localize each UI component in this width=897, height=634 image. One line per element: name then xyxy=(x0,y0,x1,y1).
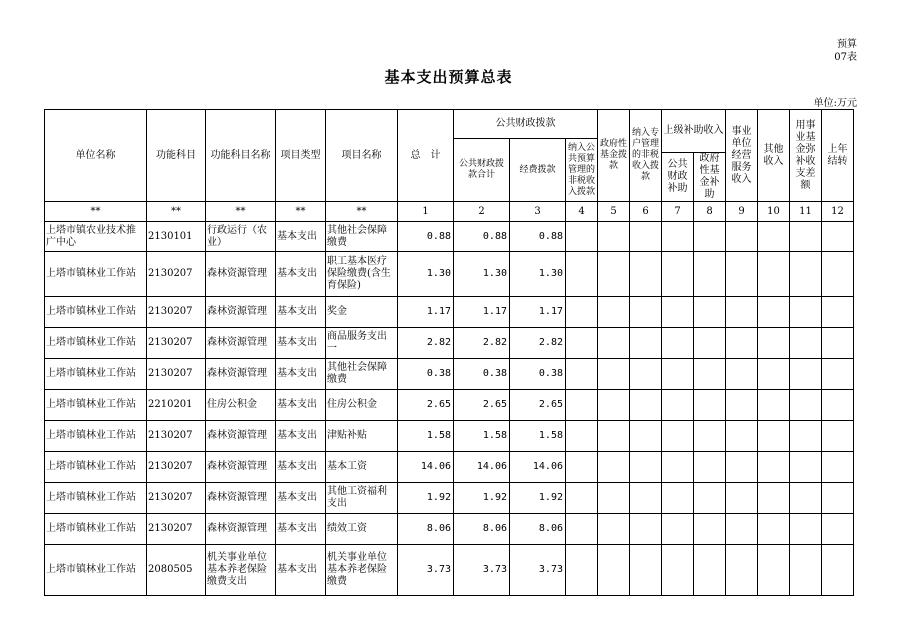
cell-empty xyxy=(822,222,854,252)
cell-func-code: 2130207 xyxy=(147,483,206,514)
table-row xyxy=(45,328,854,359)
cell-empty xyxy=(790,297,822,328)
cell-empty xyxy=(598,483,630,514)
cell-operating-alloc: 1.30 xyxy=(510,252,566,297)
page-title: 基本支出预算总表 xyxy=(384,68,513,86)
cell-empty xyxy=(758,545,790,596)
index-cell: 10 xyxy=(758,202,790,222)
cell-empty xyxy=(694,514,726,545)
cell-func-name: 森林资源管理 xyxy=(206,452,276,483)
cell-empty xyxy=(822,514,854,545)
index-cell: 5 xyxy=(598,202,630,222)
header-public-finance: 公共财政拨款 xyxy=(454,110,598,139)
cell-empty xyxy=(758,297,790,328)
cell-empty xyxy=(726,328,758,359)
table-row xyxy=(45,390,854,421)
cell-empty xyxy=(726,252,758,297)
cell-project-type: 基本支出 xyxy=(276,452,326,483)
cell-project-type: 基本支出 xyxy=(276,328,326,359)
cell-unit-name: 上塔市镇林业工作站 xyxy=(45,483,147,514)
cell-empty xyxy=(694,421,726,452)
cell-project-name: 职工基本医疗保险缴费(含生育保险) xyxy=(326,252,398,297)
cell-empty xyxy=(598,252,630,297)
cell-empty xyxy=(790,452,822,483)
index-cell: 8 xyxy=(694,202,726,222)
cell-operating-alloc: 3.73 xyxy=(510,545,566,596)
cell-empty xyxy=(566,222,598,252)
cell-total: 1.30 xyxy=(398,252,454,297)
cell-empty xyxy=(662,514,694,545)
table-row xyxy=(45,297,854,328)
cell-empty xyxy=(822,359,854,390)
cell-func-code: 2130207 xyxy=(147,514,206,545)
table-row xyxy=(45,514,854,545)
cell-project-name: 机关事业单位基本养老保险缴费 xyxy=(326,545,398,596)
cell-empty xyxy=(662,359,694,390)
cell-empty xyxy=(598,222,630,252)
table-row xyxy=(45,222,854,252)
cell-empty xyxy=(662,252,694,297)
header-func-subject: 功能科目 xyxy=(147,110,206,202)
cell-project-type: 基本支出 xyxy=(276,359,326,390)
header-project-type: 项目类型 xyxy=(276,110,326,202)
cell-empty xyxy=(598,514,630,545)
cell-empty xyxy=(758,359,790,390)
cell-empty xyxy=(694,252,726,297)
cell-empty xyxy=(790,545,822,596)
header-business-income: 事业单位经营服务收入 xyxy=(726,110,758,202)
cell-empty xyxy=(598,421,630,452)
cell-empty xyxy=(822,328,854,359)
cell-empty xyxy=(630,514,662,545)
cell-total: 2.82 xyxy=(398,328,454,359)
header-special-account-nontax: 纳入专户管理的非税收入拨款 xyxy=(630,110,662,202)
cell-unit-name: 上塔市镇林业工作站 xyxy=(45,390,147,421)
cell-empty xyxy=(566,390,598,421)
cell-func-name: 森林资源管理 xyxy=(206,483,276,514)
cell-empty xyxy=(758,328,790,359)
index-cell: ** xyxy=(206,202,276,222)
cell-empty xyxy=(694,390,726,421)
cell-empty xyxy=(758,421,790,452)
index-cell: 4 xyxy=(566,202,598,222)
cell-empty xyxy=(662,545,694,596)
cell-empty xyxy=(630,545,662,596)
cell-empty xyxy=(662,421,694,452)
index-cell: ** xyxy=(276,202,326,222)
cell-total: 0.88 xyxy=(398,222,454,252)
cell-func-code: 2130207 xyxy=(147,452,206,483)
index-cell: ** xyxy=(45,202,147,222)
table-row xyxy=(45,359,854,390)
cell-empty xyxy=(630,452,662,483)
cell-func-code: 2130207 xyxy=(147,359,206,390)
cell-empty xyxy=(726,514,758,545)
cell-func-name: 森林资源管理 xyxy=(206,252,276,297)
cell-func-code: 2130207 xyxy=(147,421,206,452)
header-project-name: 项目名称 xyxy=(326,110,398,202)
cell-empty xyxy=(822,390,854,421)
cell-empty xyxy=(662,328,694,359)
header-public-finance-subsidy: 公共财政补助 xyxy=(662,153,694,202)
cell-total: 1.17 xyxy=(398,297,454,328)
table-row xyxy=(45,421,854,452)
cell-unit-name: 上塔市镇林业工作站 xyxy=(45,545,147,596)
header-other-income: 其他收入 xyxy=(758,110,790,202)
index-cell: 3 xyxy=(510,202,566,222)
cell-empty xyxy=(694,545,726,596)
cell-empty xyxy=(630,421,662,452)
cell-empty xyxy=(630,359,662,390)
cell-empty xyxy=(598,328,630,359)
table-row xyxy=(45,483,854,514)
index-cell: 12 xyxy=(822,202,854,222)
cell-total: 3.73 xyxy=(398,545,454,596)
cell-operating-alloc: 1.58 xyxy=(510,421,566,452)
cell-unit-name: 上塔市镇林业工作站 xyxy=(45,514,147,545)
cell-project-type: 基本支出 xyxy=(276,421,326,452)
cell-project-name: 基本工资 xyxy=(326,452,398,483)
cell-unit-name: 上塔市镇林业工作站 xyxy=(45,452,147,483)
cell-empty xyxy=(822,545,854,596)
cell-empty xyxy=(790,359,822,390)
cell-project-type: 基本支出 xyxy=(276,545,326,596)
cell-empty xyxy=(726,359,758,390)
index-cell: 1 xyxy=(398,202,454,222)
cell-empty xyxy=(662,297,694,328)
cell-unit-name: 上塔市镇林业工作站 xyxy=(45,359,147,390)
cell-empty xyxy=(790,252,822,297)
cell-func-code: 2080505 xyxy=(147,545,206,596)
cell-operating-alloc: 8.06 xyxy=(510,514,566,545)
cell-empty xyxy=(790,514,822,545)
cell-empty xyxy=(598,359,630,390)
cell-empty xyxy=(566,328,598,359)
cell-empty xyxy=(598,545,630,596)
cell-empty xyxy=(694,483,726,514)
cell-empty xyxy=(694,328,726,359)
header-unit-name: 单位名称 xyxy=(45,110,147,202)
cell-func-code: 2130207 xyxy=(147,328,206,359)
cell-empty xyxy=(758,514,790,545)
cell-empty xyxy=(598,390,630,421)
cell-unit-name: 上塔市镇林业工作站 xyxy=(45,297,147,328)
cell-empty xyxy=(566,483,598,514)
cell-empty xyxy=(662,483,694,514)
cell-empty xyxy=(822,297,854,328)
cell-empty xyxy=(726,483,758,514)
cell-public-finance-total: 2.65 xyxy=(454,390,510,421)
cell-operating-alloc: 2.82 xyxy=(510,328,566,359)
cell-unit-name: 上塔市镇林业工作站 xyxy=(45,421,147,452)
cell-project-name: 奖金 xyxy=(326,297,398,328)
cell-func-name: 森林资源管理 xyxy=(206,359,276,390)
cell-operating-alloc: 1.17 xyxy=(510,297,566,328)
cell-empty xyxy=(630,328,662,359)
cell-empty xyxy=(758,452,790,483)
cell-empty xyxy=(726,421,758,452)
cell-empty xyxy=(566,514,598,545)
index-cell: 6 xyxy=(630,202,662,222)
header-carryover: 上年结转 xyxy=(822,110,854,202)
cell-func-name: 森林资源管理 xyxy=(206,514,276,545)
cell-unit-name: 上塔市镇林业工作站 xyxy=(45,328,147,359)
cell-empty xyxy=(790,483,822,514)
cell-empty xyxy=(758,252,790,297)
cell-project-name: 商品服务支出一 xyxy=(326,328,398,359)
cell-empty xyxy=(662,390,694,421)
cell-public-finance-total: 0.88 xyxy=(454,222,510,252)
cell-operating-alloc: 0.38 xyxy=(510,359,566,390)
cell-func-name: 行政运行（农业） xyxy=(206,222,276,252)
cell-public-finance-total: 1.17 xyxy=(454,297,510,328)
form-number-line1: 预算 xyxy=(837,39,857,50)
index-cell: 9 xyxy=(726,202,758,222)
cell-project-type: 基本支出 xyxy=(276,252,326,297)
header-total: 总 计 xyxy=(398,110,454,202)
cell-total: 8.06 xyxy=(398,514,454,545)
cell-empty xyxy=(790,222,822,252)
header-gov-fund: 政府性基金拨款 xyxy=(598,110,630,202)
budget-table xyxy=(44,109,854,596)
cell-func-name: 住房公积金 xyxy=(206,390,276,421)
cell-empty xyxy=(630,483,662,514)
cell-empty xyxy=(790,328,822,359)
cell-func-name: 森林资源管理 xyxy=(206,328,276,359)
header-gov-fund-subsidy: 政府性基金补助 xyxy=(694,153,726,202)
header-public-finance-total: 公共财政拨款合计 xyxy=(454,139,510,202)
cell-public-finance-total: 1.30 xyxy=(454,252,510,297)
table-body xyxy=(45,222,854,596)
index-cell: ** xyxy=(326,202,398,222)
cell-public-finance-total: 1.58 xyxy=(454,421,510,452)
cell-empty xyxy=(630,390,662,421)
cell-empty xyxy=(566,252,598,297)
header-reserve-fund: 用事业基金弥补收支差额 xyxy=(790,110,822,202)
header-special-nontax: 纳入公共预算管理的非税收入拨款 xyxy=(566,139,598,202)
cell-empty xyxy=(694,452,726,483)
cell-empty xyxy=(822,483,854,514)
cell-empty xyxy=(566,359,598,390)
cell-empty xyxy=(598,452,630,483)
cell-empty xyxy=(758,483,790,514)
cell-project-name: 其他工资福利支出 xyxy=(326,483,398,514)
cell-empty xyxy=(566,297,598,328)
index-row xyxy=(45,202,854,222)
cell-empty xyxy=(630,252,662,297)
cell-public-finance-total: 1.92 xyxy=(454,483,510,514)
cell-empty xyxy=(566,421,598,452)
cell-project-name: 绩效工资 xyxy=(326,514,398,545)
cell-empty xyxy=(662,452,694,483)
header-operating-alloc: 经费拨款 xyxy=(510,139,566,202)
cell-total: 2.65 xyxy=(398,390,454,421)
cell-operating-alloc: 0.88 xyxy=(510,222,566,252)
cell-empty xyxy=(694,222,726,252)
header-superior-subsidy: 上级补助收入 xyxy=(662,110,726,153)
cell-public-finance-total: 0.38 xyxy=(454,359,510,390)
header-func-subject-name: 功能科目名称 xyxy=(206,110,276,202)
cell-empty xyxy=(822,421,854,452)
cell-empty xyxy=(726,222,758,252)
cell-project-type: 基本支出 xyxy=(276,390,326,421)
cell-empty xyxy=(566,545,598,596)
cell-func-name: 森林资源管理 xyxy=(206,297,276,328)
cell-empty xyxy=(726,390,758,421)
cell-empty xyxy=(790,421,822,452)
cell-empty xyxy=(726,452,758,483)
cell-project-name: 其他社会保障缴费 xyxy=(326,359,398,390)
form-number xyxy=(834,38,857,64)
cell-total: 0.38 xyxy=(398,359,454,390)
cell-unit-name: 上塔市镇农业技术推广中心 xyxy=(45,222,147,252)
cell-func-code: 2130207 xyxy=(147,252,206,297)
cell-project-name: 住房公积金 xyxy=(326,390,398,421)
cell-project-name: 津贴补贴 xyxy=(326,421,398,452)
cell-public-finance-total: 2.82 xyxy=(454,328,510,359)
cell-empty xyxy=(758,222,790,252)
cell-project-type: 基本支出 xyxy=(276,483,326,514)
cell-operating-alloc: 2.65 xyxy=(510,390,566,421)
cell-operating-alloc: 14.06 xyxy=(510,452,566,483)
cell-func-code: 2210201 xyxy=(147,390,206,421)
cell-empty xyxy=(758,390,790,421)
cell-empty xyxy=(566,452,598,483)
cell-empty xyxy=(630,297,662,328)
cell-empty xyxy=(630,222,662,252)
table-row xyxy=(45,545,854,596)
cell-func-name: 机关事业单位基本养老保险缴费支出 xyxy=(206,545,276,596)
index-cell: 7 xyxy=(662,202,694,222)
cell-total: 14.06 xyxy=(398,452,454,483)
cell-project-type: 基本支出 xyxy=(276,297,326,328)
cell-func-code: 2130101 xyxy=(147,222,206,252)
cell-empty xyxy=(790,390,822,421)
index-cell: ** xyxy=(147,202,206,222)
cell-project-name: 其他社会保障缴费 xyxy=(326,222,398,252)
cell-empty xyxy=(598,297,630,328)
index-cell: 2 xyxy=(454,202,510,222)
index-cell: 11 xyxy=(790,202,822,222)
cell-public-finance-total: 14.06 xyxy=(454,452,510,483)
cell-total: 1.92 xyxy=(398,483,454,514)
cell-empty xyxy=(822,452,854,483)
cell-empty xyxy=(662,222,694,252)
unit-label: 单位:万元 xyxy=(813,98,857,109)
cell-empty xyxy=(694,359,726,390)
table-row xyxy=(45,452,854,483)
form-number-line2: 07表 xyxy=(834,52,857,63)
cell-empty xyxy=(822,252,854,297)
cell-project-type: 基本支出 xyxy=(276,514,326,545)
cell-empty xyxy=(726,297,758,328)
cell-public-finance-total: 8.06 xyxy=(454,514,510,545)
cell-project-type: 基本支出 xyxy=(276,222,326,252)
cell-operating-alloc: 1.92 xyxy=(510,483,566,514)
table-row xyxy=(45,252,854,297)
cell-unit-name: 上塔市镇林业工作站 xyxy=(45,252,147,297)
cell-total: 1.58 xyxy=(398,421,454,452)
cell-func-code: 2130207 xyxy=(147,297,206,328)
cell-public-finance-total: 3.73 xyxy=(454,545,510,596)
cell-empty xyxy=(694,297,726,328)
cell-func-name: 森林资源管理 xyxy=(206,421,276,452)
cell-empty xyxy=(726,545,758,596)
